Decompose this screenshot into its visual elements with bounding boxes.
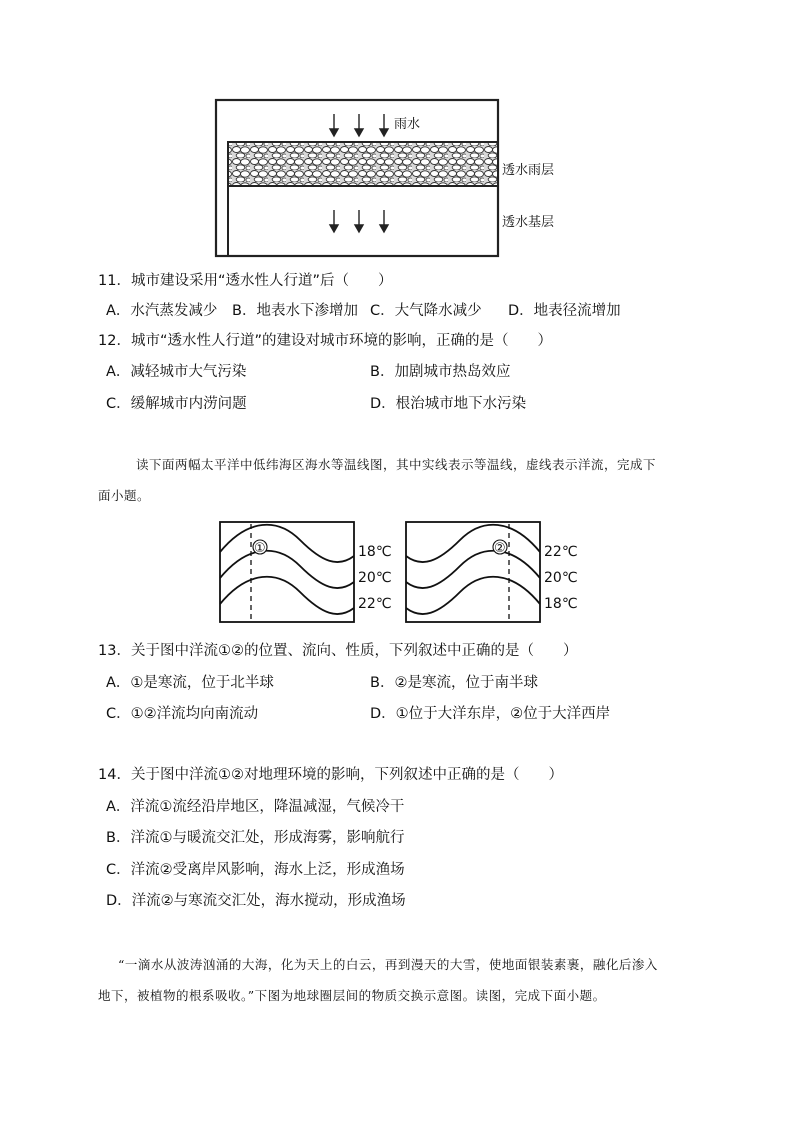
water-cycle-intro-line-2: 地下，被植物的根系吸收。”下图为地球圈层间的物质交换示意图。读图，完成下面小题。 (98, 988, 606, 1003)
question-12-option-a[interactable]: A．减轻城市大气污染 (106, 364, 247, 380)
question-12-option-d[interactable]: D．根治城市地下水污染 (370, 396, 527, 412)
question-14-option-c[interactable]: C．洋流②受离岸风影响，海水上泛，形成渔场 (106, 862, 405, 878)
question-11-stem: 11．城市建设采用“透水性人行道”后（ ） (98, 273, 393, 289)
permeable-surface-layer-label: 透水雨层 (502, 163, 555, 178)
question-12-option-c[interactable]: C．缓解城市内涝问题 (106, 396, 247, 412)
ocean-current-intro-line-1: 读下面两幅太平洋中低纬海区海水等温线图，其中实线表示等温线，虚线表示洋流，完成下 (136, 457, 657, 472)
question-14-stem: 14．关于图中洋流①②对地理环境的影响，下列叙述中正确的是（ ） (98, 767, 563, 783)
question-14-option-b[interactable]: B．洋流①与暖流交汇处，形成海雾，影响航行 (106, 830, 405, 846)
question-11-option-b[interactable]: B．地表水下渗增加 (232, 303, 358, 319)
question-12-option-b[interactable]: B．加剧城市热岛效应 (370, 364, 511, 380)
question-11-option-d[interactable]: D．地表径流增加 (508, 303, 621, 319)
question-14-option-d[interactable]: D．洋流②与寒流交汇处，海水搅动，形成渔场 (106, 893, 406, 909)
isotherm-map-left (220, 522, 392, 622)
question-11-option-c[interactable]: C．大气降水减少 (370, 303, 482, 319)
isotherm-label-right-2: 20℃ (544, 570, 578, 586)
water-cycle-intro-line-1: “一滴水从波涛汹涌的大海，化为天上的白云，再到漫天的大雪，使地面银装素裹，融化后渗入 (118, 957, 658, 972)
question-13-option-b[interactable]: B．②是寒流，位于南半球 (370, 675, 538, 691)
permeable-pavement-diagram (214, 98, 586, 258)
isotherm-maps (218, 520, 588, 626)
current-2-marker: ② (494, 541, 506, 556)
isotherm-label-left-1: 18℃ (358, 544, 392, 560)
question-11-option-a[interactable]: A．水汽蒸发减少 (106, 303, 218, 319)
isotherm-label-right-3: 18℃ (544, 596, 578, 612)
question-13-option-c[interactable]: C．①②洋流均向南流动 (106, 706, 259, 722)
permeable-base-layer-label: 透水基层 (502, 215, 555, 230)
question-12-stem: 12．城市“透水性人行道”的建设对城市环境的影响，正确的是（ ） (98, 333, 552, 349)
question-13-option-d[interactable]: D．①位于大洋东岸，②位于大洋西岸 (370, 706, 611, 722)
isotherm-label-left-3: 22℃ (358, 596, 392, 612)
question-13-option-a[interactable]: A．①是寒流，位于北半球 (106, 675, 274, 691)
isotherm-map-right (406, 522, 578, 622)
question-14-option-a[interactable]: A．洋流①流经沿岸地区，降温减湿，气候冷干 (106, 799, 405, 815)
isotherm-label-right-1: 22℃ (544, 544, 578, 560)
isotherm-label-left-2: 20℃ (358, 570, 392, 586)
rain-label: 雨水 (394, 117, 421, 132)
ocean-current-intro-line-2: 面小题。 (98, 488, 151, 503)
current-1-marker: ① (254, 541, 266, 556)
question-13-stem: 13．关于图中洋流①②的位置、流向、性质，下列叙述中正确的是（ ） (98, 643, 578, 659)
